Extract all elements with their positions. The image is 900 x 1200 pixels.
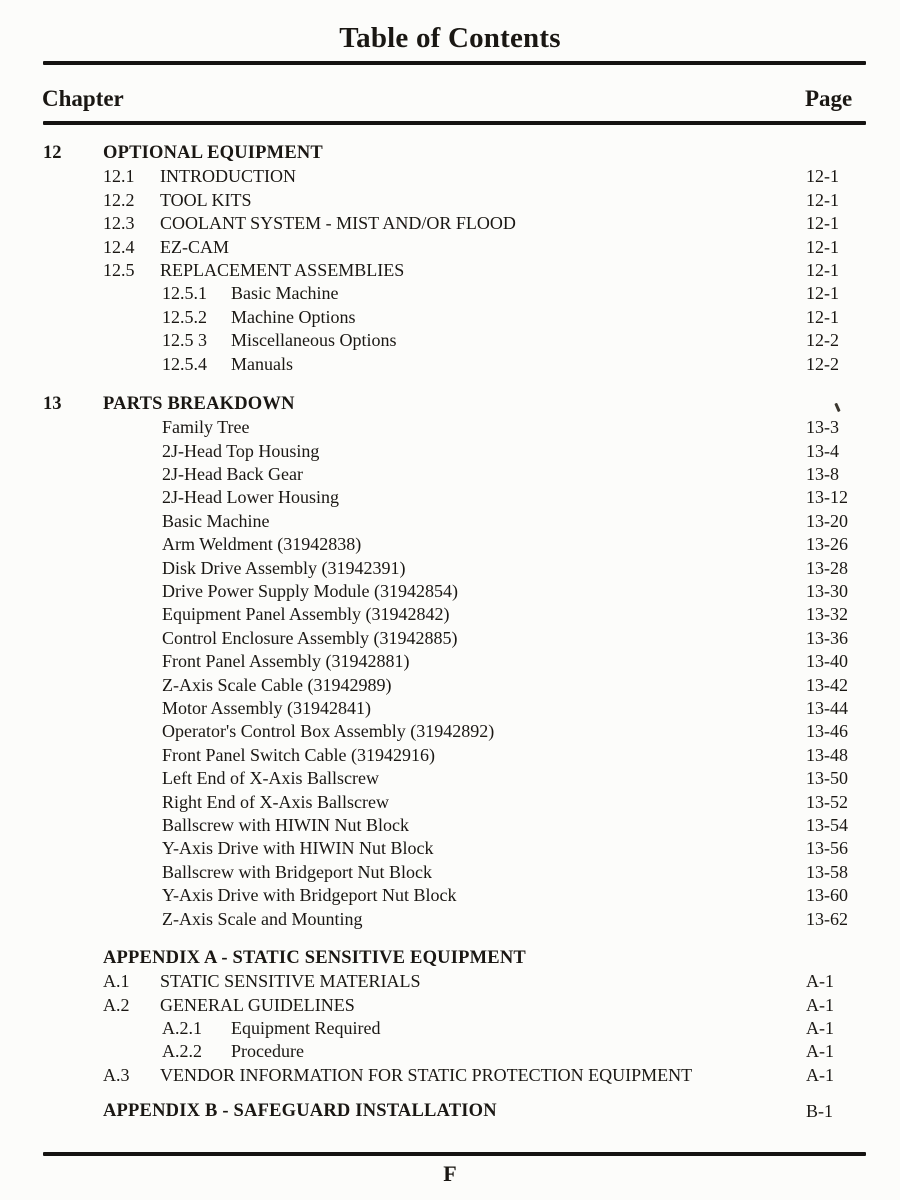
toc-row — [0, 627, 900, 650]
toc-row — [0, 306, 900, 329]
toc-row — [0, 510, 900, 533]
toc-entry-page: 13-54 — [806, 814, 848, 835]
toc-entry-number: 12.5.2 — [162, 306, 207, 327]
toc-entry-title: Z-Axis Scale Cable (31942989) — [162, 674, 392, 695]
toc-row — [0, 744, 900, 767]
toc-entry-title: Ballscrew with Bridgeport Nut Block — [162, 861, 432, 882]
header-divider-bottom — [43, 121, 866, 125]
toc-entry-number: A.2.2 — [162, 1041, 202, 1062]
toc-entry-page: 13-4 — [806, 440, 839, 461]
toc-entry-title: APPENDIX A - STATIC SENSITIVE EQUIPMENT — [103, 947, 526, 968]
toc-row — [0, 486, 900, 509]
toc-entry-page: 13-30 — [806, 581, 848, 602]
toc-entry-page: 12-1 — [806, 166, 839, 187]
toc-row — [0, 259, 900, 282]
toc-section-chapter-13 — [0, 393, 900, 931]
footer-divider — [43, 1152, 866, 1156]
toc-entry-title: APPENDIX B - SAFEGUARD INSTALLATION — [103, 1101, 497, 1122]
toc-entry-page: 13-12 — [806, 487, 848, 508]
toc-entry-page: A-1 — [806, 1064, 834, 1085]
toc-entry-page: 13-62 — [806, 908, 848, 929]
toc-entry-title: REPLACEMENT ASSEMBLIES — [160, 259, 405, 280]
toc-entry-title: Control Enclosure Assembly (31942885) — [162, 627, 458, 648]
toc-row — [0, 142, 900, 165]
toc-entry-page: 12-1 — [806, 213, 839, 234]
toc-row — [0, 393, 900, 416]
toc-entry-page: 13-28 — [806, 557, 848, 578]
toc-entry-page: 12-1 — [806, 259, 839, 280]
toc-entry-number: 12.5 — [103, 259, 135, 280]
toc-entry-title: Motor Assembly (31942841) — [162, 697, 371, 718]
toc-entry-page: 13-26 — [806, 534, 848, 555]
toc-entry-number: 12.5.1 — [162, 283, 207, 304]
toc-entry-page: 13-8 — [806, 464, 839, 485]
toc-row — [0, 353, 900, 376]
toc-entry-page: 13-56 — [806, 838, 848, 859]
toc-section-appendix-a — [0, 947, 900, 1087]
toc-entry-page: 13-58 — [806, 861, 848, 882]
toc-entry-number: A.2 — [103, 994, 130, 1015]
toc-section-appendix-b — [0, 1100, 900, 1123]
toc-entry-title: Arm Weldment (31942838) — [162, 534, 362, 555]
toc-entry-number: 12.3 — [103, 213, 135, 234]
header-divider-top — [43, 61, 866, 65]
toc-entry-number: 12.2 — [103, 189, 135, 210]
toc-entry-title: VENDOR INFORMATION FOR STATIC PROTECTION EQUIPMENT — [160, 1064, 693, 1085]
toc-entry-page: 13-60 — [806, 885, 848, 906]
toc-entry-title: Y-Axis Drive with Bridgeport Nut Block — [162, 885, 457, 906]
toc-entry-page: 13-32 — [806, 604, 848, 625]
toc-row — [0, 329, 900, 352]
toc-entry-title: EZ-CAM — [160, 236, 229, 257]
toc-entry-number: A.2.1 — [162, 1018, 202, 1039]
toc-entry-title: Front Panel Assembly (31942881) — [162, 651, 410, 672]
toc-entry-page: 13-46 — [806, 721, 848, 742]
toc-row — [0, 1064, 900, 1087]
toc-entry-number: 12.5.4 — [162, 353, 207, 374]
toc-entry-title: Equipment Panel Assembly (31942842) — [162, 604, 450, 625]
toc-row — [0, 720, 900, 743]
page-title: Table of Contents — [339, 22, 561, 54]
toc-entry-page: 12-1 — [806, 236, 839, 257]
toc-entry-title: OPTIONAL EQUIPMENT — [103, 143, 323, 163]
toc-entry-title: Miscellaneous Options — [231, 330, 397, 351]
toc-row — [0, 994, 900, 1017]
toc-row — [0, 767, 900, 790]
toc-entry-page: 12-2 — [806, 353, 839, 374]
toc-row — [0, 650, 900, 673]
toc-entry-title: Z-Axis Scale and Mounting — [162, 908, 363, 929]
toc-entry-page: 13-52 — [806, 791, 848, 812]
toc-entry-page: A-1 — [806, 1018, 834, 1039]
toc-row — [0, 165, 900, 188]
toc-row — [0, 580, 900, 603]
toc-entry-number: 12.4 — [103, 236, 135, 257]
toc-row — [0, 603, 900, 626]
toc-entry-page: 13-20 — [806, 510, 848, 531]
toc-entry-title: COOLANT SYSTEM - MIST AND/OR FLOOD — [160, 213, 516, 234]
toc-entry-number: 12 — [43, 143, 62, 163]
toc-row — [0, 236, 900, 259]
toc-entry-title: Basic Machine — [231, 283, 339, 304]
toc-row — [0, 674, 900, 697]
toc-entry-number: 12.5 3 — [162, 330, 207, 351]
toc-entry-title: Y-Axis Drive with HIWIN Nut Block — [162, 838, 434, 859]
toc-entry-title: GENERAL GUIDELINES — [160, 994, 355, 1015]
toc-entry-page: 13-40 — [806, 651, 848, 672]
toc-entry-title: Manuals — [231, 353, 293, 374]
toc-row — [0, 884, 900, 907]
toc-entry-title: PARTS BREAKDOWN — [103, 393, 295, 414]
toc-entry-page: A-1 — [806, 1041, 834, 1062]
column-header-chapter: Chapter — [42, 86, 124, 111]
toc-entry-page: A-1 — [806, 994, 834, 1015]
toc-entry-page: 12-1 — [806, 283, 839, 304]
toc-row — [0, 189, 900, 212]
toc-row — [0, 814, 900, 837]
toc-entry-title: 2J-Head Lower Housing — [162, 487, 339, 508]
toc-entry-title: Ballscrew with HIWIN Nut Block — [162, 814, 409, 835]
toc-row — [0, 970, 900, 993]
toc-row — [0, 463, 900, 486]
toc-row — [0, 282, 900, 305]
toc-entry-page: 13-50 — [806, 768, 848, 789]
toc-row — [0, 908, 900, 931]
toc-section-chapter-12 — [0, 142, 900, 376]
toc-entry-title: Front Panel Switch Cable (31942916) — [162, 744, 435, 765]
toc-entry-title: Left End of X-Axis Ballscrew — [162, 768, 379, 789]
toc-row — [0, 212, 900, 235]
toc-row — [0, 1040, 900, 1063]
toc-entry-title: STATIC SENSITIVE MATERIALS — [160, 971, 421, 992]
toc-entry-page: 12-1 — [806, 189, 839, 210]
toc-entry-page: 13-36 — [806, 627, 848, 648]
toc-entry-number: 13 — [43, 393, 62, 414]
toc-entry-page: 13-42 — [806, 674, 848, 695]
toc-row — [0, 440, 900, 463]
toc-entry-page: 13-44 — [806, 697, 848, 718]
toc-entry-title: Right End of X-Axis Ballscrew — [162, 791, 389, 812]
toc-entry-number: A.3 — [103, 1064, 130, 1085]
footer-page-label: F — [443, 1161, 457, 1186]
toc-entry-title: Basic Machine — [162, 510, 270, 531]
toc-entry-number: A.1 — [103, 971, 130, 992]
toc-entry-title: TOOL KITS — [160, 189, 252, 210]
toc-row — [0, 947, 900, 970]
toc-row — [0, 416, 900, 439]
toc-entry-page: 13-48 — [806, 744, 848, 765]
toc-row — [0, 1100, 900, 1123]
toc-row — [0, 861, 900, 884]
toc-entry-page: A-1 — [806, 971, 834, 992]
toc-entry-title: 2J-Head Top Housing — [162, 440, 320, 461]
toc-row — [0, 1017, 900, 1040]
toc-entry-title: Equipment Required — [231, 1018, 381, 1039]
toc-entry-page: 12-1 — [806, 306, 839, 327]
toc-row — [0, 697, 900, 720]
toc-entry-page: 12-2 — [806, 330, 839, 351]
toc-entry-title: 2J-Head Back Gear — [162, 464, 303, 485]
toc-entry-title: Family Tree — [162, 417, 250, 438]
toc-entry-title: Procedure — [231, 1041, 304, 1062]
toc-list — [0, 142, 900, 1124]
toc-entry-title: Operator's Control Box Assembly (31942892) — [162, 721, 495, 742]
toc-entry-page: B-1 — [806, 1101, 833, 1122]
toc-entry-title: Drive Power Supply Module (31942854) — [162, 581, 458, 602]
toc-row — [0, 533, 900, 556]
toc-entry-title: INTRODUCTION — [160, 166, 296, 187]
toc-row — [0, 791, 900, 814]
toc-row — [0, 837, 900, 860]
toc-entry-page: 13-3 — [806, 417, 839, 438]
column-header-page: Page — [805, 86, 853, 111]
toc-entry-title: Machine Options — [231, 306, 356, 327]
toc-row — [0, 557, 900, 580]
toc-entry-number: 12.1 — [103, 166, 135, 187]
toc-entry-title: Disk Drive Assembly (31942391) — [162, 557, 406, 578]
